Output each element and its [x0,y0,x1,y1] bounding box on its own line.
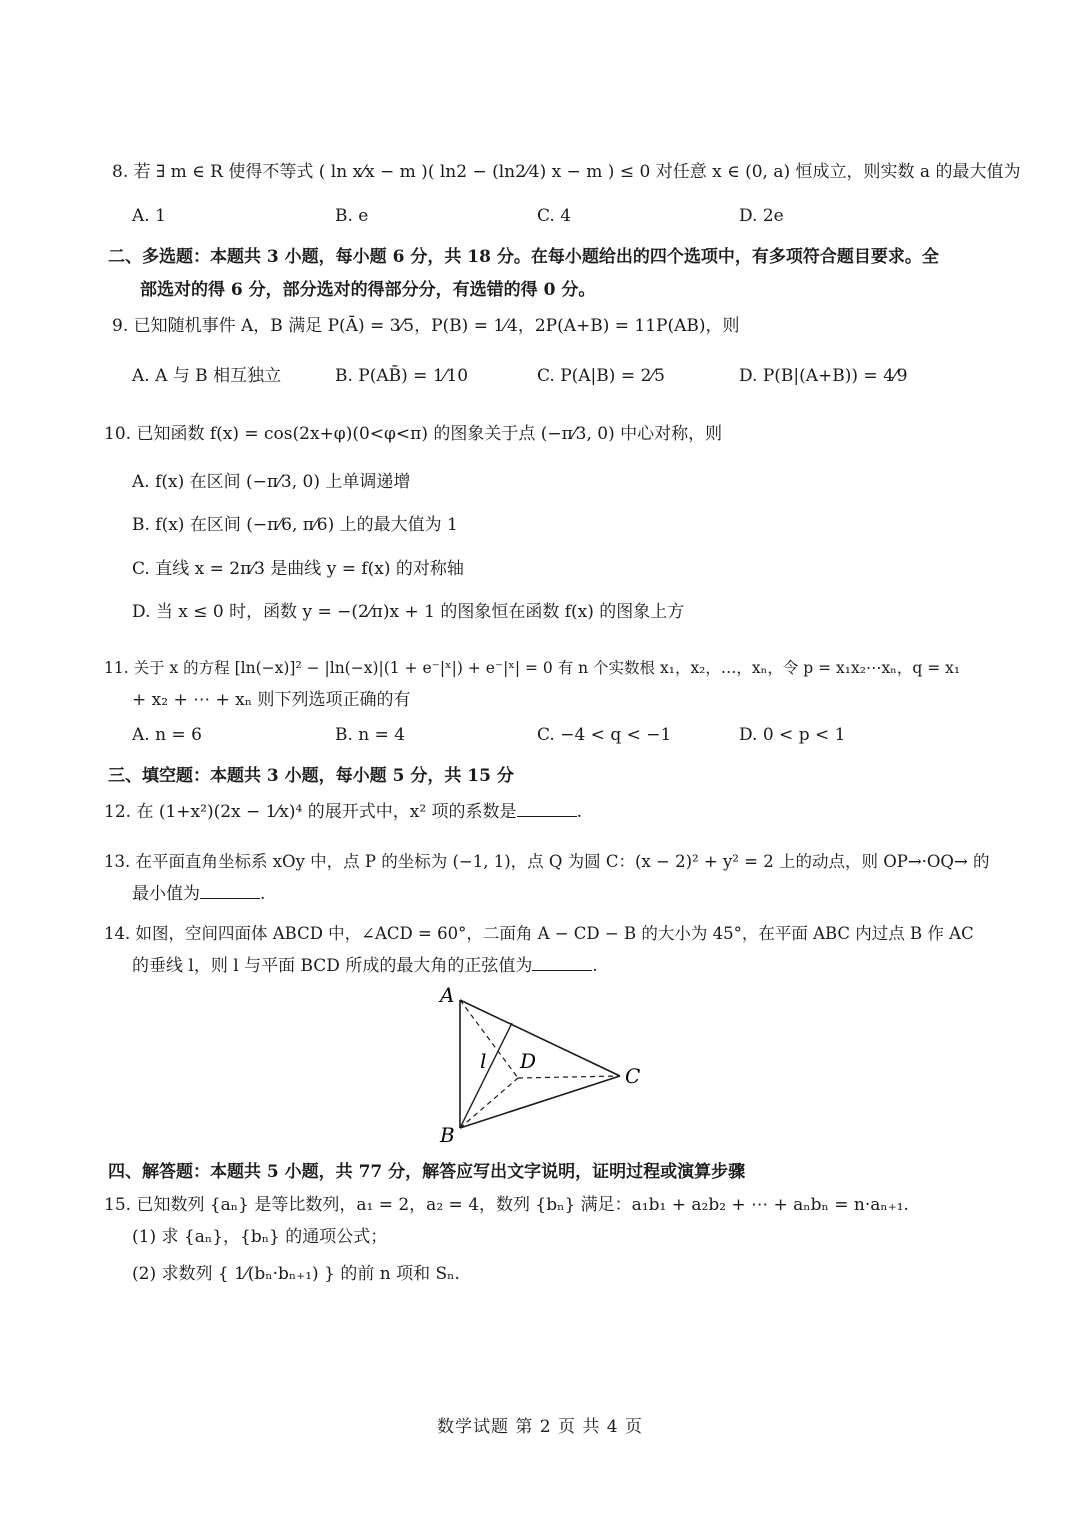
q15-part1: (1) 求 {aₙ}，{bₙ} 的通项公式； [132,1227,388,1247]
section2-heading-line1: 二、多选题：本题共 3 小题，每小题 6 分，共 18 分。在每小题给出的四个选项中，有多项符合题目要求。全 [108,247,939,267]
q8-stem: 8. 若 ∃ m ∈ R 使得不等式 ( ln x⁄x − m )( ln2 − (ln2⁄4) x − m ) ≤ 0 对任意 x ∈ (0, a) 恒成立，则实数 a 的最大值为 [112,162,1021,182]
q9-stem: 9. 已知随机事件 A，B 满足 P(Ā) = 3⁄5，P(B) = 1⁄4，2P(A+B) = 11P(AB)，则 [112,316,740,336]
q13-period: . [260,884,266,904]
line-l [460,1023,512,1128]
q12-answer-blank[interactable] [517,800,577,817]
label-a: A [440,983,455,1007]
q9-option-d: D. P(B|(A+B)) = 4⁄9 [739,366,908,386]
q14-stem-line2 [132,954,598,978]
q8-option-b: B. e [335,206,369,226]
q12-stem [104,800,582,824]
q8-option-c: C. 4 [537,206,572,226]
page-footer: 数学试题 第 2 页 共 4 页 [436,1417,644,1437]
q14-text: 的垂线 l，则 l 与平面 BCD 所成的最大角的正弦值为 [132,956,533,976]
q11-option-d: D. 0 < p < 1 [739,725,846,745]
section3-heading: 三、填空题：本题共 3 小题，每小题 5 分，共 15 分 [108,766,514,786]
section2-heading-line2: 部选对的得 6 分，部分选对的得部分分，有选错的得 0 分。 [140,280,596,300]
q13-answer-blank[interactable] [200,882,260,899]
q12-text: 12. 在 (1+x²)(2x − 1⁄x)⁴ 的展开式中，x² 项的系数是 [104,802,517,822]
q9-option-a: A. A 与 B 相互独立 [132,366,282,386]
q11-stem-line1: 11. 关于 x 的方程 [ln(−x)]² − |ln(−x)|(1 + e⁻|ˣ|) + e⁻|ˣ| = 0 有 n 个实数根 x₁，x₂，…，xₙ，令 p = x₁x₂⋯xₙ，q = x₁ [104,659,961,677]
q11-option-b: B. n = 4 [335,725,406,745]
label-b: B [440,1123,455,1147]
q9-option-c: C. P(A|B) = 2⁄5 [537,366,665,386]
q10-option-a: A. f(x) 在区间 (−π⁄3, 0) 上单调递增 [132,472,411,492]
tetrahedron-figure [430,980,660,1150]
q15-stem: 15. 已知数列 {aₙ} 是等比数列，a₁ = 2，a₂ = 4，数列 {bₙ} 满足：a₁b₁ + a₂b₂ + ⋯ + aₙbₙ = n·aₙ₊₁. [104,1195,909,1215]
edge-bd [460,1078,518,1128]
q11-stem-line2: + x₂ + ⋯ + xₙ 则下列选项正确的有 [132,690,411,710]
q10-option-b: B. f(x) 在区间 (−π⁄6, π⁄6) 上的最大值为 1 [132,515,458,535]
q11-option-c: C. −4 < q < −1 [537,725,672,745]
q14-period: . [592,956,598,976]
q10-option-c: C. 直线 x = 2π⁄3 是曲线 y = f(x) 的对称轴 [132,559,464,579]
q10-stem: 10. 已知函数 f(x) = cos(2x+φ)(0<φ<π) 的图象关于点 (−π⁄3, 0) 中心对称，则 [104,424,723,444]
q8-option-d: D. 2e [739,206,784,226]
section4-heading: 四、解答题：本题共 5 小题，共 77 分，解答应写出文字说明，证明过程或演算步骤 [108,1162,746,1182]
label-c: C [625,1064,641,1088]
q13-text: 最小值为 [132,884,200,904]
q8-option-a: A. 1 [132,206,166,226]
q9-option-b: B. P(AB̄) = 1⁄10 [335,366,469,386]
q12-period: . [576,802,582,822]
q13-stem-line2 [132,882,265,906]
q10-option-d: D. 当 x ≤ 0 时，函数 y = −(2⁄π)x + 1 的图象恒在函数 f(x) 的图象上方 [132,602,685,622]
label-l: l [480,1049,487,1073]
edge-ad [460,1000,518,1078]
q13-stem-line1: 13. 在平面直角坐标系 xOy 中，点 P 的坐标为 (−1, 1)，点 Q 为圆 C：(x − 2)² + y² = 2 上的动点，则 OP→·OQ→ 的 [104,852,990,871]
q11-option-a: A. n = 6 [132,725,202,745]
label-d: D [520,1049,537,1073]
edge-dc [518,1076,620,1078]
q14-answer-blank[interactable] [532,954,592,971]
q15-part2: (2) 求数列 { 1⁄(bₙ·bₙ₊₁) } 的前 n 项和 Sₙ. [132,1264,460,1284]
edge-bc [460,1076,620,1128]
q14-stem-line1: 14. 如图，空间四面体 ABCD 中，∠ACD = 60°，二面角 A − CD − B 的大小为 45°，在平面 ABC 内过点 B 作 AC [104,924,974,943]
